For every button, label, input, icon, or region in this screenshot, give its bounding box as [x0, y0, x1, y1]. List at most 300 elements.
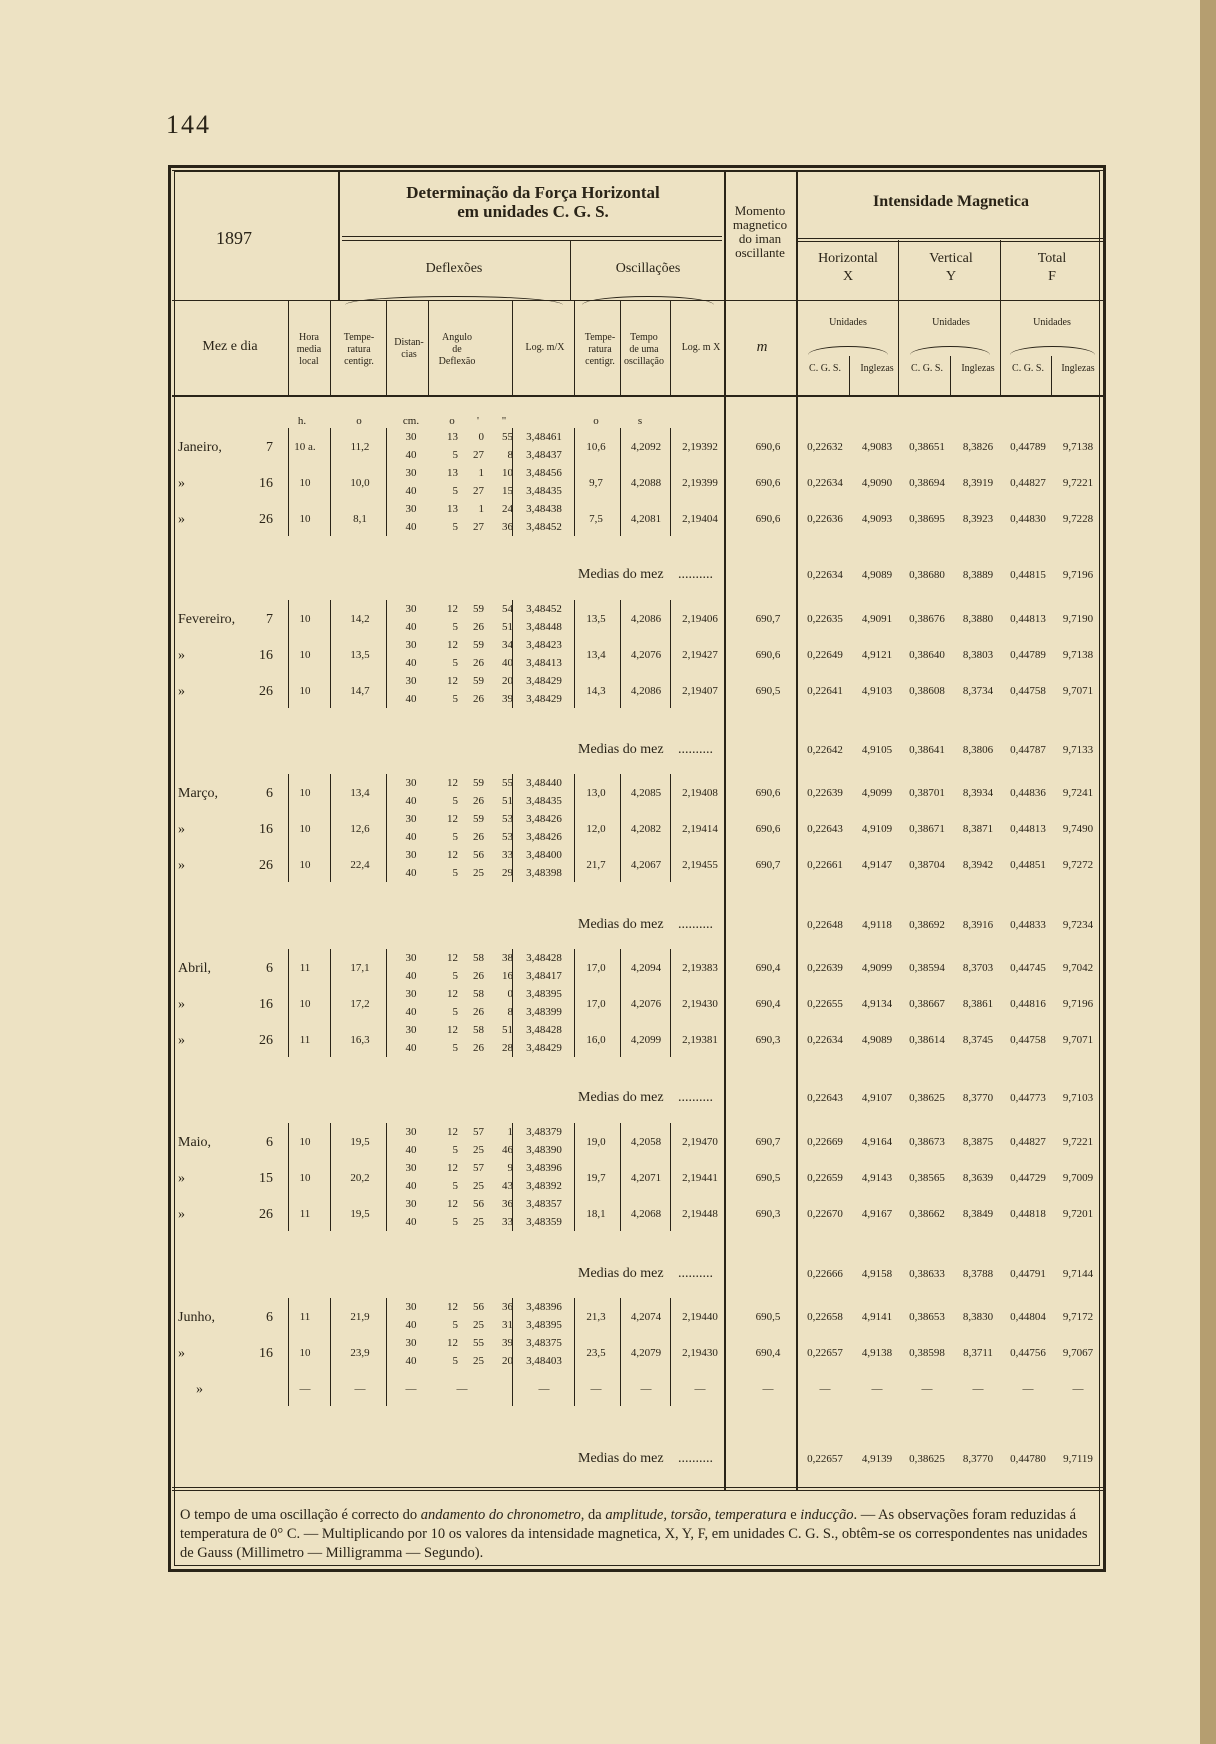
medias-leader: .......... [678, 1451, 713, 1466]
defl-distance: 30 [405, 467, 417, 479]
row-temp-osc: 13,0 [586, 787, 606, 799]
row-month-label: Março, [178, 786, 219, 801]
defl-minutes: 27 [473, 485, 484, 497]
group-separator [288, 774, 289, 882]
row-y-cgs: 0,38676 [909, 613, 945, 625]
row-temp: 17,2 [350, 998, 370, 1010]
row-f-inglezas: 9,7241 [1062, 787, 1094, 799]
defl-log: 3,48400 [526, 849, 562, 861]
medias-value: 9,7133 [1062, 744, 1094, 756]
medias-value: 0,38625 [909, 1453, 945, 1465]
m-header: m [756, 339, 768, 355]
grid-hline [172, 170, 1103, 171]
distancias-header: Distan- cias [394, 337, 424, 360]
defl-seconds: 9 [507, 1162, 513, 1174]
defl-log: 3,48428 [526, 1024, 562, 1036]
row-y-cgs: 0,38667 [909, 998, 945, 1010]
momento-header: Momento magnetico do iman oscillante [732, 203, 788, 260]
row-m: 690,5 [755, 1311, 781, 1323]
row-log-mx: 2,19381 [682, 1034, 718, 1046]
row-f-cgs: 0,44836 [1010, 787, 1046, 799]
defl-degrees: 12 [447, 603, 458, 615]
row-f-cgs: 0,44818 [1010, 1208, 1046, 1220]
row-y-cgs: 0,38598 [909, 1347, 945, 1359]
defl-log: 3,48435 [526, 485, 562, 497]
defl-seconds: 53 [502, 813, 513, 825]
medias-value: 0,22666 [807, 1268, 843, 1280]
row-y-cgs: 0,38704 [909, 859, 945, 871]
defl-minutes: 59 [473, 675, 484, 687]
defl-distance: 30 [405, 813, 417, 825]
defl-minutes: 25 [473, 1355, 484, 1367]
medias-value: 8,3806 [962, 744, 994, 756]
row-f-inglezas: 9,7009 [1062, 1172, 1094, 1184]
row-f-cgs: 0,44851 [1010, 859, 1046, 871]
row-log-mx: 2,19399 [682, 477, 718, 489]
defl-degrees: 12 [447, 1126, 458, 1138]
medias-value: 0,38633 [909, 1268, 945, 1280]
defl-minutes: 58 [473, 952, 484, 964]
defl-minutes: 1 [478, 503, 484, 515]
defl-minutes: 0 [478, 431, 484, 443]
defl-degrees: 5 [452, 621, 458, 633]
row-day: 6 [266, 1310, 273, 1325]
row-temp: 13,4 [350, 787, 370, 799]
row-x-cgs: 0,22669 [807, 1136, 843, 1148]
row-y-inglezas: 8,3711 [963, 1347, 993, 1359]
defl-log: 3,48398 [526, 867, 562, 879]
row-temp-osc: 21,3 [586, 1311, 606, 1323]
defl-degrees: 5 [452, 693, 458, 705]
medias-label: Medias do mez [578, 1451, 664, 1466]
row-month-label: » [178, 1171, 185, 1186]
defl-log: 3,48395 [526, 988, 562, 1000]
row-f-inglezas: 9,7196 [1062, 998, 1094, 1010]
group-separator [512, 774, 513, 882]
defl-log: 3,48461 [526, 431, 562, 443]
row-f-cgs: 0,44756 [1010, 1347, 1046, 1359]
defl-degrees: 12 [447, 1301, 458, 1313]
defl-minutes: 57 [473, 1126, 484, 1138]
row-day: 16 [259, 1346, 273, 1361]
row-temp-osc: 21,7 [586, 859, 606, 871]
row-x-cgs: 0,22639 [807, 962, 843, 974]
cgs-f: C. G. S. [1012, 363, 1044, 374]
row-y-cgs: 0,38565 [909, 1172, 945, 1184]
row-hora: 11 [299, 1311, 311, 1323]
group-separator [386, 1123, 387, 1231]
row-month-label: » [178, 997, 185, 1012]
defl-log: 3,48417 [526, 970, 562, 982]
unit-sec: " [501, 415, 507, 427]
group-separator [386, 949, 387, 1057]
defl-minutes: 27 [473, 449, 484, 461]
defl-log: 3,48428 [526, 952, 562, 964]
defl-minutes: 25 [473, 1319, 484, 1331]
row-temp: 21,9 [350, 1311, 370, 1323]
grid-vline [338, 170, 340, 300]
defl-degrees: 12 [447, 813, 458, 825]
group-separator [330, 600, 331, 708]
defl-minutes: 25 [473, 1216, 484, 1228]
row-x-cgs: 0,22657 [807, 1347, 843, 1359]
dash-cell: — [871, 1383, 883, 1395]
row-x-inglezas: 4,9167 [861, 1208, 893, 1220]
defl-log: 3,48452 [526, 603, 562, 615]
log-mx-header: Log. m X [681, 342, 721, 353]
unit-temp2: o [593, 415, 599, 427]
row-temp-osc: 12,0 [586, 823, 606, 835]
defl-log: 3,48456 [526, 467, 562, 479]
row-m: 690,3 [755, 1208, 781, 1220]
defl-log: 3,48448 [526, 621, 562, 633]
row-hora: 10 [299, 1172, 311, 1184]
defl-minutes: 26 [473, 1042, 484, 1054]
row-y-cgs: 0,38695 [909, 513, 945, 525]
row-tempo: 4,2086 [630, 685, 662, 697]
row-month-label: » [178, 1346, 185, 1361]
row-tempo: 4,2088 [630, 477, 662, 489]
row-f-cgs: 0,44827 [1010, 477, 1046, 489]
defl-seconds: 43 [502, 1180, 513, 1192]
defl-distance: 40 [405, 1216, 417, 1228]
row-hora: 10 [299, 1136, 311, 1148]
defl-log: 3,48452 [526, 521, 562, 533]
row-f-cgs: 0,44789 [1010, 441, 1046, 453]
group-separator [330, 1298, 331, 1406]
row-f-cgs: 0,44758 [1010, 685, 1046, 697]
deflexoes-header: Deflexões [425, 261, 483, 276]
row-day: 7 [266, 440, 273, 455]
row-m: 690,6 [755, 649, 781, 661]
group-separator [288, 949, 289, 1057]
row-day: 16 [259, 648, 273, 663]
unit-temp: o [356, 415, 362, 427]
defl-distance: 40 [405, 657, 417, 669]
defl-log: 3,48379 [526, 1126, 562, 1138]
unit-deg: o [449, 415, 455, 427]
defl-log: 3,48396 [526, 1162, 562, 1174]
group-separator [512, 600, 513, 708]
medias-value: 8,3788 [962, 1268, 994, 1280]
medias-value: 0,22634 [807, 569, 843, 581]
row-m: 690,4 [755, 1347, 781, 1359]
row-x-cgs: 0,22658 [807, 1311, 843, 1323]
footnote: O tempo de uma oscillação é correcto do andamento do chronometro, da amplitude, torsão, temperatura e inducção. — As observações foram reduzidas á temperatura de 0° C. — Multiplicando por 10 os valores da intensidade magnetica, X, Y, F, em unidades C. G. S., obtêm-se os correspondentes nas unidades de Gauss (Millimetro — Milligramma — Segundo). [180, 1507, 1088, 1561]
dash-cell: — [299, 1383, 311, 1395]
defl-minutes: 56 [473, 1301, 484, 1313]
defl-distance: 40 [405, 485, 417, 497]
defl-degrees: 13 [447, 503, 458, 515]
defl-seconds: 36 [502, 521, 513, 533]
row-log-mx: 2,19448 [682, 1208, 718, 1220]
row-log-mx: 2,19383 [682, 962, 718, 974]
defl-seconds: 15 [502, 485, 513, 497]
medias-value: 9,7234 [1062, 919, 1094, 931]
row-x-cgs: 0,22659 [807, 1172, 843, 1184]
defl-seconds: 16 [502, 970, 513, 982]
row-x-inglezas: 4,9103 [861, 685, 893, 697]
defl-log: 3,48375 [526, 1337, 562, 1349]
row-month-label: Maio, [178, 1135, 212, 1150]
grid-hline [172, 1487, 1103, 1488]
defl-seconds: 53 [502, 831, 513, 843]
dash-cell: — [921, 1383, 933, 1395]
grid-vline [570, 240, 571, 300]
page-number: 144 [166, 110, 211, 139]
row-day: 26 [259, 1033, 273, 1048]
row-hora: 10 [299, 513, 311, 525]
defl-log: 3,48357 [526, 1198, 562, 1210]
row-temp: 11,2 [350, 441, 370, 453]
dash-cell: — [762, 1383, 774, 1395]
group-separator [512, 1123, 513, 1231]
group-separator [386, 600, 387, 708]
row-x-inglezas: 4,9089 [861, 1034, 893, 1046]
defl-degrees: 5 [452, 485, 458, 497]
group-separator [574, 600, 575, 708]
tempo-header: Tempo de uma oscillação [624, 332, 664, 367]
dash-cell: — [1022, 1383, 1034, 1395]
row-log-mx: 2,19407 [682, 685, 718, 697]
defl-log: 3,48392 [526, 1180, 562, 1192]
defl-log: 3,48396 [526, 1301, 562, 1313]
row-month-label: Junho, [178, 1310, 215, 1325]
row-x-cgs: 0,22649 [807, 649, 843, 661]
medias-value: 0,38692 [909, 919, 945, 931]
defl-seconds: 51 [502, 1024, 513, 1036]
grid-vline [574, 300, 575, 395]
row-x-cgs: 0,22670 [807, 1208, 843, 1220]
row-y-inglezas: 8,3934 [962, 787, 994, 799]
row-y-inglezas: 8,3849 [962, 1208, 994, 1220]
defl-log: 3,48440 [526, 777, 562, 789]
defl-seconds: 20 [502, 675, 513, 687]
medias-value: 4,9105 [861, 744, 893, 756]
defl-degrees: 5 [452, 1006, 458, 1018]
defl-distance: 30 [405, 639, 417, 651]
medias-value: 0,44815 [1010, 569, 1046, 581]
row-temp: 19,5 [350, 1208, 370, 1220]
inglezas-y: Inglezas [961, 363, 995, 374]
row-f-cgs: 0,44745 [1010, 962, 1046, 974]
defl-seconds: 55 [502, 777, 513, 789]
defl-seconds: 34 [502, 639, 513, 651]
row-month-label: Abril, [178, 961, 212, 976]
row-x-inglezas: 4,9134 [861, 998, 893, 1010]
defl-distance: 40 [405, 693, 417, 705]
row-f-inglezas: 9,7490 [1062, 823, 1094, 835]
defl-seconds: 46 [502, 1144, 513, 1156]
row-log-mx: 2,19414 [682, 823, 718, 835]
row-temp-osc: 17,0 [586, 962, 606, 974]
row-month-label: » [178, 684, 185, 699]
defl-distance: 30 [405, 1162, 417, 1174]
defl-log: 3,48429 [526, 1042, 562, 1054]
group-separator [330, 774, 331, 882]
row-x-inglezas: 4,9141 [861, 1311, 893, 1323]
unit-min: ' [477, 415, 479, 427]
row-tempo: 4,2079 [630, 1347, 662, 1359]
row-y-inglezas: 8,3942 [962, 859, 994, 871]
defl-distance: 30 [405, 603, 417, 615]
row-day: 26 [259, 1207, 273, 1222]
defl-degrees: 12 [447, 1198, 458, 1210]
row-m: 690,3 [755, 1034, 781, 1046]
defl-seconds: 39 [502, 693, 513, 705]
group-separator [670, 1123, 671, 1231]
row-x-inglezas: 4,9090 [861, 477, 893, 489]
angulo-header: Angulo de Deflexão [438, 332, 476, 367]
row-temp-osc: 23,5 [586, 1347, 606, 1359]
defl-distance: 30 [405, 503, 417, 515]
medias-value: 4,9118 [862, 919, 892, 931]
row-f-inglezas: 9,7067 [1062, 1347, 1094, 1359]
inglezas-x: Inglezas [860, 363, 894, 374]
row-month-label: » [178, 512, 185, 527]
defl-minutes: 26 [473, 831, 484, 843]
temp2-header: Tempe- ratura centigr. [584, 332, 616, 367]
row-y-inglezas: 8,3639 [962, 1172, 994, 1184]
group-separator [620, 774, 621, 882]
defl-degrees: 12 [447, 777, 458, 789]
vertical-header: Vertical Y [929, 251, 973, 284]
group-separator [288, 428, 289, 536]
row-y-cgs: 0,38671 [909, 823, 945, 835]
row-hora: 10 [299, 613, 311, 625]
oscillacoes-header: Oscillações [615, 261, 681, 276]
row-temp: 19,5 [350, 1136, 370, 1148]
row-x-inglezas: 4,9147 [861, 859, 893, 871]
defl-degrees: 5 [452, 1216, 458, 1228]
defl-seconds: 51 [502, 795, 513, 807]
row-m: 690,6 [755, 513, 781, 525]
group-separator [670, 600, 671, 708]
defl-degrees: 5 [452, 1355, 458, 1367]
defl-seconds: 33 [502, 849, 513, 861]
row-tempo: 4,2068 [630, 1208, 662, 1220]
total-header: Total F [1037, 251, 1067, 284]
defl-minutes: 59 [473, 639, 484, 651]
row-temp: 17,1 [350, 962, 370, 974]
medias-label: Medias do mez [578, 1090, 664, 1105]
group-separator [574, 428, 575, 536]
medias-value: 9,7144 [1062, 1268, 1094, 1280]
row-m: 690,7 [755, 1136, 781, 1148]
group-separator [620, 428, 621, 536]
row-f-inglezas: 9,7042 [1062, 962, 1094, 974]
row-month-label: » [178, 858, 185, 873]
row-day: 6 [266, 961, 273, 976]
row-x-cgs: 0,22634 [807, 1034, 843, 1046]
defl-distance: 40 [405, 1144, 417, 1156]
defl-minutes: 57 [473, 1162, 484, 1174]
row-m: 690,5 [755, 1172, 781, 1184]
group-separator [330, 949, 331, 1057]
medias-value: 0,44780 [1010, 1453, 1046, 1465]
row-x-cgs: 0,22636 [807, 513, 843, 525]
row-x-cgs: 0,22661 [807, 859, 843, 871]
row-x-inglezas: 4,9109 [861, 823, 893, 835]
row-x-inglezas: 4,9099 [861, 962, 893, 974]
row-temp-osc: 18,1 [586, 1208, 606, 1220]
row-log-mx: 2,19406 [682, 613, 718, 625]
defl-seconds: 8 [507, 449, 513, 461]
defl-degrees: 5 [452, 970, 458, 982]
row-day: 26 [259, 684, 273, 699]
defl-minutes: 26 [473, 1006, 484, 1018]
defl-seconds: 36 [502, 1301, 513, 1313]
defl-distance: 30 [405, 1337, 417, 1349]
defl-degrees: 5 [452, 867, 458, 879]
row-x-inglezas: 4,9138 [861, 1347, 893, 1359]
horizontal-header: Horizontal X [818, 251, 878, 284]
defl-degrees: 5 [452, 657, 458, 669]
row-y-cgs: 0,38662 [909, 1208, 945, 1220]
row-y-inglezas: 8,3745 [962, 1034, 994, 1046]
row-x-inglezas: 4,9083 [861, 441, 893, 453]
row-temp: 14,2 [350, 613, 370, 625]
page-edge [1200, 0, 1216, 1744]
row-y-inglezas: 8,3919 [962, 477, 994, 489]
row-f-cgs: 0,44758 [1010, 1034, 1046, 1046]
row-tempo: 4,2067 [630, 859, 662, 871]
defl-seconds: 10 [502, 467, 513, 479]
intensidade-header: Intensidade Magnetica [873, 193, 1029, 210]
row-temp-osc: 13,5 [586, 613, 606, 625]
row-y-cgs: 0,38594 [909, 962, 945, 974]
defl-degrees: 12 [447, 639, 458, 651]
row-log-mx: 2,19440 [682, 1311, 718, 1323]
row-hora: 11 [299, 962, 311, 974]
defl-seconds: 40 [502, 657, 513, 669]
medias-leader: .......... [678, 1266, 713, 1281]
group-separator [574, 774, 575, 882]
row-day: 16 [259, 476, 273, 491]
dash-cell: — [640, 1383, 652, 1395]
row-hora: 10 [299, 998, 311, 1010]
row-x-cgs: 0,22632 [807, 441, 843, 453]
grid-vline [386, 300, 387, 395]
grid-vline [796, 170, 798, 1490]
medias-value: 8,3889 [962, 569, 994, 581]
row-log-mx: 2,19404 [682, 513, 718, 525]
defl-minutes: 26 [473, 795, 484, 807]
medias-value: 0,44773 [1010, 1092, 1046, 1104]
defl-minutes: 1 [478, 467, 484, 479]
row-day: 7 [266, 612, 273, 627]
defl-log: 3,48399 [526, 1006, 562, 1018]
dash-cell: — [538, 1383, 550, 1395]
row-temp: 16,3 [350, 1034, 370, 1046]
row-log-mx: 2,19408 [682, 787, 718, 799]
row-month-label: Janeiro, [178, 440, 222, 455]
group-separator [620, 1298, 621, 1406]
defl-minutes: 56 [473, 849, 484, 861]
defl-degrees: 12 [447, 1162, 458, 1174]
grid-hline [798, 238, 1103, 239]
defl-minutes: 26 [473, 693, 484, 705]
dash-cell: — [590, 1383, 602, 1395]
row-f-cgs: 0,44804 [1010, 1311, 1046, 1323]
grid-vline [670, 300, 671, 395]
row-f-inglezas: 9,7190 [1062, 613, 1094, 625]
row-temp-osc: 14,3 [586, 685, 606, 697]
defl-distance: 30 [405, 849, 417, 861]
row-tempo: 4,2092 [630, 441, 662, 453]
defl-seconds: 24 [502, 503, 513, 515]
medias-value: 4,9158 [861, 1268, 893, 1280]
